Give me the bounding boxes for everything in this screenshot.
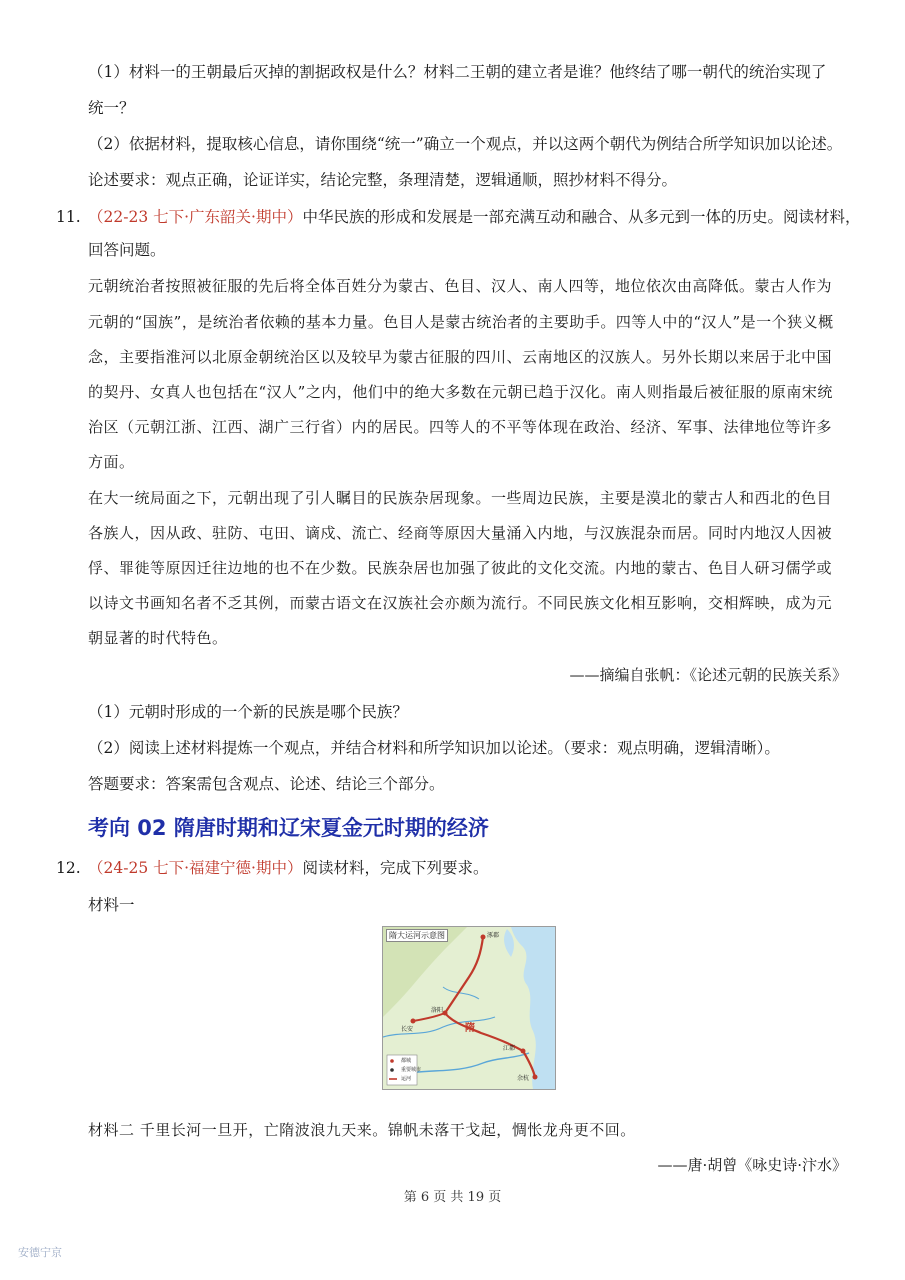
map-legend-item: 都城 xyxy=(401,1058,412,1064)
q12-source: （24-25 七下·福建宁德·期中） xyxy=(88,859,303,877)
q11-para1-line: 念，主要指淮河以北原金朝统治区以及较早为蒙古征服的四川、云南地区的汉族人。另外长期以来居于北中国 xyxy=(88,348,833,366)
q10-sub2-line2: 论述要求：观点正确，论证详实，结论完整，条理清楚，逻辑通顺，照抄材料不得分。 xyxy=(88,171,678,189)
map-label: 余杭 xyxy=(517,1075,530,1082)
material2: 材料二 千里长河一旦开，亡隋波浪九天来。锦帆未落干戈起，惆怅龙舟更不回。 xyxy=(88,1121,636,1139)
q11-sub1: （1）元朝时形成的一个新的民族是哪个民族？ xyxy=(88,703,408,721)
section-heading: 考向 02 隋唐时期和辽宋夏金元时期的经济 xyxy=(88,816,489,840)
q11-para2-line: 各族人，因从政、驻防、屯田、谪戍、流亡、经商等原因大量涌入内地，与汉族混杂而居。同时内地汉人因被 xyxy=(88,524,833,542)
q11-intro-text: 中华民族的形成和发展是一部充满互动和融合、从多元到一体的历史。阅读材料， xyxy=(302,208,861,226)
map-title: 隋大运河示意图 xyxy=(386,929,448,942)
watermark: 安德宁京 xyxy=(18,1246,62,1259)
q11-sub2: （2）阅读上述材料提炼一个观点，并结合材料和所学知识加以论述。（要求：观点明确，逻辑清晰）。 xyxy=(88,739,780,757)
map-legend-item: 运河 xyxy=(401,1076,412,1082)
q10-sub2-line1: （2）依据材料，提取核心信息，请你围绕“统一”确立一个观点，并以这两个朝代为例结合所学知识加以论述。 xyxy=(88,135,843,153)
q11-para1-line: 的契丹、女真人也包括在“汉人”之内，他们中的绝大多数在元朝已趋于汉化。南人则指最后被征服的原南宋统 xyxy=(88,383,833,401)
q11-para2-line: 朝显著的时代特色。 xyxy=(88,629,228,647)
map-label: 隋 xyxy=(465,1023,475,1034)
q11-para1-line: 元朝统治者按照被征服的先后将全体百姓分为蒙古、色目、汉人、南人四等，地位依次由高降低。蒙古人作为 xyxy=(88,277,833,295)
q12-intro-text: 阅读材料，完成下列要求。 xyxy=(302,859,489,877)
material2-attribution: ——唐·胡曾《咏史诗·汴水》 xyxy=(657,1156,847,1174)
page-number: 第 6 页 共 19 页 xyxy=(403,1190,502,1205)
map-label: 江都 xyxy=(503,1045,516,1052)
q12-number: 12. xyxy=(56,859,81,877)
map-label: 涿郡 xyxy=(487,932,500,939)
q11-para1-line: 方面。 xyxy=(88,453,135,471)
q11-para2-line: 以诗文书画知名者不乏其例，而蒙古语文在汉族社会亦颇为流行。不同民族文化相互影响，交相辉映，成为元 xyxy=(88,594,833,612)
q11-intro-line2: 回答问题。 xyxy=(88,241,166,259)
material1-label: 材料一 xyxy=(88,896,135,914)
map-label: 长安 xyxy=(401,1026,414,1033)
q12-intro xyxy=(88,856,849,880)
map-label: 洛阳 xyxy=(431,1007,444,1014)
map-illustration xyxy=(383,927,555,1089)
q11-para1-line: 治区（元朝江浙、江西、湖广三行省）内的居民。四等人的不平等体现在政治、经济、军事、法律地位等许多 xyxy=(88,418,833,436)
map-legend-item: 重要城市 xyxy=(401,1067,422,1073)
q11-para2-line: 在大一统局面之下，元朝出现了引人瞩目的民族杂居现象。一些周边民族，主要是漠北的蒙古人和西北的色目 xyxy=(88,489,833,507)
q11-requirement: 答题要求：答案需包含观点、论述、结论三个部分。 xyxy=(88,775,445,793)
q11-para2-line: 俘、罪徙等原因迁往边地的也不在少数。民族杂居也加强了彼此的文化交流。内地的蒙古、色目人研习儒学或 xyxy=(88,559,833,577)
grand-canal-map xyxy=(382,926,556,1090)
q10-sub1-line1: （1）材料一的王朝最后灭掉的割据政权是什么？材料二王朝的建立者是谁？他终结了哪一朝代的统治实现了 xyxy=(88,63,827,81)
q11-number: 11. xyxy=(56,208,81,226)
q11-intro xyxy=(88,205,861,229)
q11-attribution: ——摘编自张帆：《论述元朝的民族关系》 xyxy=(569,666,847,684)
q11-para1-line: 元朝的“国族”，是统治者依赖的基本力量。色目人是蒙古统治者的主要助手。四等人中的“汉人”是一个狭义概 xyxy=(88,313,834,331)
q10-sub1-line2: 统一？ xyxy=(88,99,135,117)
q11-source: （22-23 七下·广东韶关·期中） xyxy=(88,208,303,226)
